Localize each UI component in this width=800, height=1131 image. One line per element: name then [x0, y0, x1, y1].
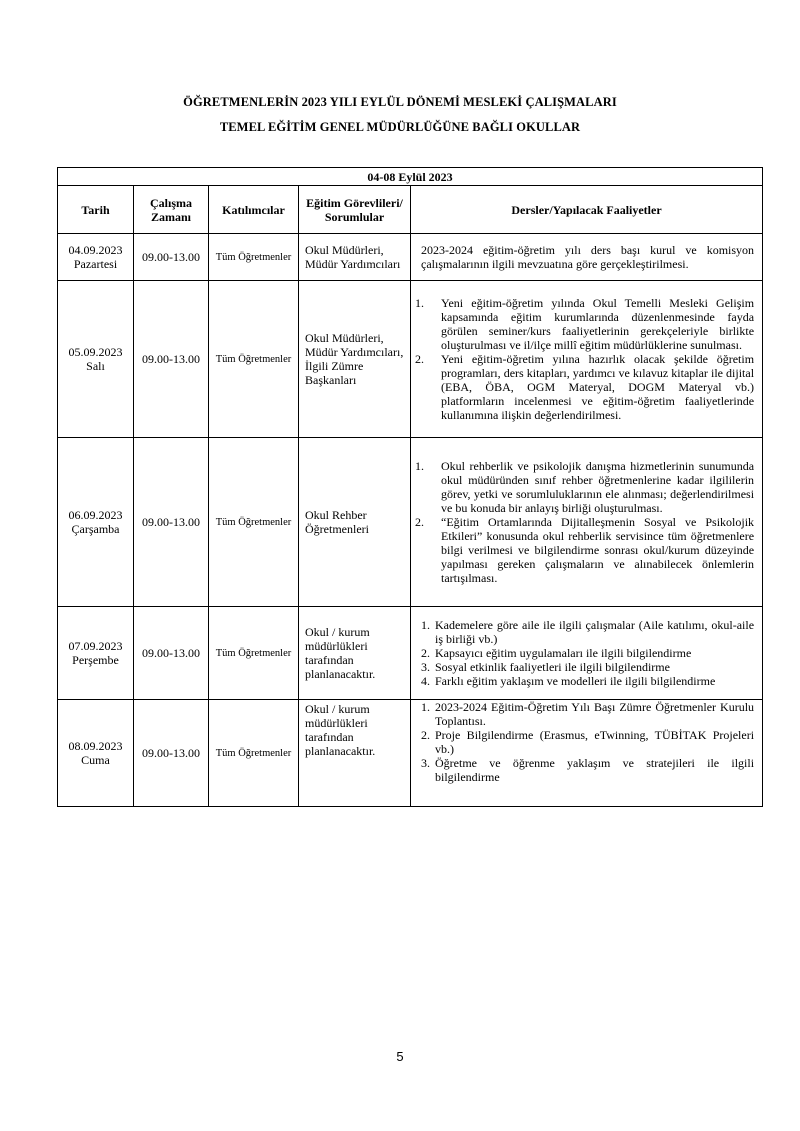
- date-cell: [58, 234, 134, 281]
- table-row: [58, 234, 763, 281]
- responsible-cell: Okul / kurum müdürlükleri tarafından planlanacaktır.: [299, 700, 411, 807]
- activities-cell: [411, 700, 763, 807]
- list-item: 1. Kademelere göre aile ile ilgili çalışmalar (Aile katılımı, okul-aile iş birliği vb.): [421, 618, 755, 646]
- activities-cell: [411, 281, 763, 438]
- activities-cell: 2023-2024 eğitim-öğretim yılı ders başı kurul ve komisyon çalışmalarının ilgili mevzuatına göre gerçekleştirilmesi.: [411, 234, 763, 281]
- date: 07.09.2023: [68, 639, 123, 653]
- participants-cell: Tüm Öğretmenler: [209, 438, 299, 607]
- list-item: 3. Sosyal etkinlik faaliyetleri ile ilgili bilgilendirme: [421, 660, 670, 674]
- date: 08.09.2023: [68, 739, 123, 753]
- document-title: ÖĞRETMENLERİN 2023 YILI EYLÜL DÖNEMİ MESLEKİ ÇALIŞMALARI: [183, 95, 617, 109]
- list-item: 1. Okul rehberlik ve psikolojik danışma hizmetlerinin sunumunda okul müdüründen sınıf rehber öğretmenlerine kadar ilgililerin görev, yetki ve sorumluluklarının ele alınması; değerlendirilmesi ve bu konuda bir anlayış birliği oluşturulması.: [415, 459, 755, 515]
- time-cell: 09.00-13.00: [134, 281, 209, 438]
- participants-cell: Tüm Öğretmenler: [209, 281, 299, 438]
- responsible-cell: Okul Müdürleri, Müdür Yardımcıları, İlgili Zümre Başkanları: [299, 281, 411, 438]
- date-cell: [58, 281, 134, 438]
- schedule-table: [57, 167, 763, 807]
- table-row: [58, 438, 763, 607]
- responsible-cell: Okul Müdürleri, Müdür Yardımcıları: [299, 234, 411, 281]
- column-header-row: [58, 186, 763, 234]
- list-item: 2. Yeni eğitim-öğretim yılına hazırlık olacak şekilde öğretim programları, ders kitapları, yardımcı ve kılavuz kitaplar ile dijital (EBA, ÖBA, OGM Materyal, DOGM Materyal vb.) platformların incelenmesi ve eğitim-öğretim faaliyetlerinde kullanımına ilişkin değerlendirilmesi.: [415, 352, 755, 422]
- list-item: 2. “Eğitim Ortamlarında Dijitalleşmenin Sosyal ve Psikolojik Etkileri” konusunda okul rehberlik servisince tüm öğretmenlere bilgi verilmesi ve bilgilendirme sonrası okul/kurum düzeyinde yapılması gereken çalışmaların ve alınabilecek önlemlerin tartışılması.: [415, 515, 755, 585]
- responsible-cell: Okul / kurum müdürlükleri tarafından planlanacaktır.: [299, 607, 411, 700]
- week-header-row: [58, 168, 763, 186]
- participants-cell: Tüm Öğretmenler: [209, 234, 299, 281]
- activities-cell: [411, 607, 763, 700]
- page-number: 5: [396, 1049, 404, 1064]
- activities-cell: [411, 438, 763, 607]
- day: Perşembe: [72, 653, 119, 667]
- day: Pazartesi: [73, 257, 118, 271]
- list-item: 4. Farklı eğitim yaklaşım ve modelleri ile ilgili bilgilendirme: [421, 674, 716, 688]
- date: 06.09.2023: [68, 508, 123, 522]
- document-subtitle: TEMEL EĞİTİM GENEL MÜDÜRLÜĞÜNE BAĞLI OKULLAR: [219, 120, 581, 134]
- list-item: 1. 2023-2024 Eğitim-Öğretim Yılı Başı Zümre Öğretmenler Kurulu Toplantısı.: [421, 700, 755, 728]
- date-cell: [58, 607, 134, 700]
- time-cell: 09.00-13.00: [134, 607, 209, 700]
- header-time: Çalışma Zamanı: [134, 186, 209, 234]
- date-cell: [58, 700, 134, 807]
- time-cell: 09.00-13.00: [134, 700, 209, 807]
- header-date: Tarih: [58, 186, 134, 234]
- table-row: [58, 607, 763, 700]
- list-item: 3. Öğretme ve öğrenme yaklaşım ve stratejileri ile ilgili bilgilendirme: [421, 756, 755, 784]
- week-label: 04-08 Eylül 2023: [58, 168, 763, 186]
- table-row: [58, 700, 763, 807]
- participants-cell: Tüm Öğretmenler: [209, 700, 299, 807]
- date: 04.09.2023: [68, 243, 123, 257]
- list-item: 2. Proje Bilgilendirme (Erasmus, eTwinning, TÜBİTAK Projeleri vb.): [421, 728, 755, 756]
- date-cell: [58, 438, 134, 607]
- table-row: [58, 281, 763, 438]
- list-item: 1. Yeni eğitim-öğretim yılında Okul Temelli Mesleki Gelişim kapsamında eğitim kurumlarında düzenlenmesinde fayda görülen seminer/kurs faaliyetlerinin gerekçeleriyle birlikte oluşturulması ve il/ilçe millî eğitim müdürlüklerine sunulması.: [415, 296, 755, 352]
- header-participants: Katılımcılar: [209, 186, 299, 234]
- list-item: 2. Kapsayıcı eğitim uygulamaları ile ilgili bilgilendirme: [421, 646, 692, 660]
- participants-cell: Tüm Öğretmenler: [209, 607, 299, 700]
- time-cell: 09.00-13.00: [134, 438, 209, 607]
- day: Cuma: [81, 753, 110, 767]
- header-responsible: Eğitim Görevlileri/ Sorumlular: [299, 186, 411, 234]
- responsible-cell: Okul Rehber Öğretmenleri: [299, 438, 411, 607]
- day: Salı: [86, 359, 105, 373]
- header-activities: Dersler/Yapılacak Faaliyetler: [411, 186, 763, 234]
- date: 05.09.2023: [68, 345, 123, 359]
- day: Çarşamba: [71, 522, 120, 536]
- time-cell: 09.00-13.00: [134, 234, 209, 281]
